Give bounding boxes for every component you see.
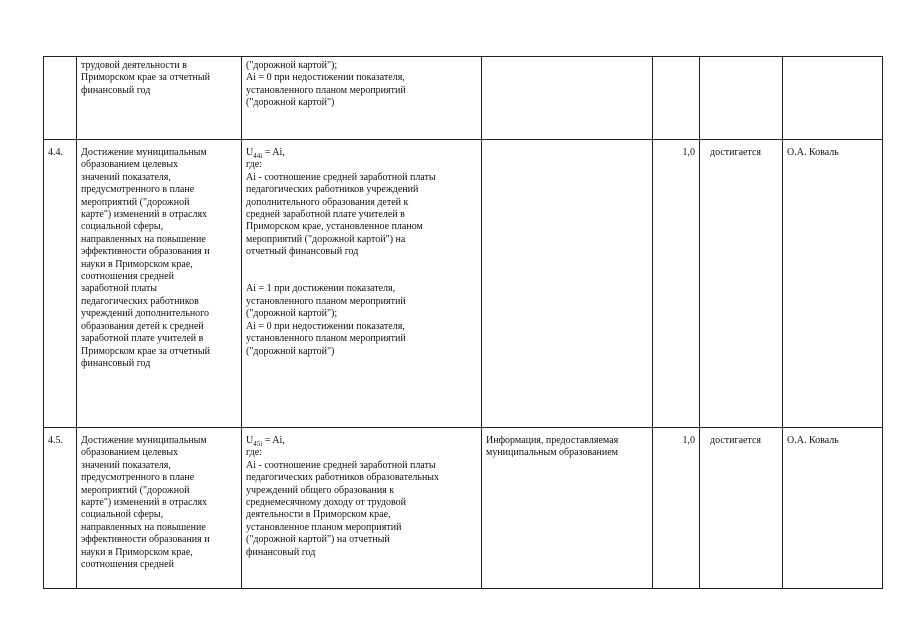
formula-tail: = Ai,: [262, 435, 285, 446]
weight-value: 1,0: [653, 140, 700, 428]
data-source: Информация, предоставляемая муниципальным образованием: [482, 428, 653, 589]
formula-cell: [242, 428, 482, 589]
formula-subscript: 44i: [253, 152, 263, 160]
formula-expression: [246, 435, 285, 446]
formula-subscript: 45i: [253, 440, 263, 448]
table-row: [44, 140, 883, 428]
weight-value: [653, 57, 700, 140]
status-value: достигается: [700, 140, 783, 428]
data-source: [482, 140, 653, 428]
row-number: [44, 57, 77, 140]
table-row: [44, 428, 883, 589]
status-value: [700, 57, 783, 140]
responsible-person: О.А. Коваль: [783, 140, 883, 428]
responsible-person: О.А. Коваль: [783, 428, 883, 589]
formula-description: где: Ai - соотношение средней заработной платы педагогических работников учреждений дополнительного образования детей к средней заработной плате учителей в Приморском крае, установленное планом мероприятий ("дорожной картой") на отчетный финансовый год Ai = 1 при достижении показателя, установленного планом мероприятий ("дорожной картой"); Ai = 0 при недостижении показателя, установленного планом мероприятий ("дорожной картой"): [246, 159, 436, 357]
responsible-person: [783, 57, 883, 140]
formula-symbol: U: [246, 435, 254, 446]
indicator-title: Достижение муниципальным образованием целевых значений показателя, предусмотренного в плане мероприятий ("дорожной карте") изменений в отраслях социальной сферы, направленных на повышение эффективности образования и науки в Приморском крае, соотношения средней заработной платы педагогических работников учреждений дополнительного образования детей к средней заработной плате учителей в Приморском крае за отчетный финансовый год: [77, 140, 242, 428]
formula-description: ("дорожной картой"); Ai = 0 при недостижении показателя, установленного планом мероприятий ("дорожной картой"): [246, 60, 406, 109]
status-value: достигается: [700, 428, 783, 589]
formula-description: где: Ai - соотношение средней заработной платы педагогических работников образовательных учреждений общего образования к среднемесячному доходу от трудовой деятельности в Приморском крае, установленное планом мероприятий ("дорожной картой") на отчетный финансовый год: [246, 447, 440, 558]
indicator-title: Достижение муниципальным образованием целевых значений показателя, предусмотренного в плане мероприятий ("дорожной карте") изменений в отраслях социальной сферы, направленных на повышение эффективности образования и науки в Приморском крае, соотношения средней: [77, 428, 242, 589]
formula-cell: [242, 140, 482, 428]
data-source: [482, 57, 653, 140]
formula-cell: [242, 57, 482, 140]
formula-expression: [246, 147, 285, 158]
row-number: 4.5.: [44, 428, 77, 589]
table-row: [44, 57, 883, 140]
formula-tail: = Ai,: [262, 147, 285, 158]
indicator-title: трудовой деятельности в Приморском крае за отчетный финансовый год: [77, 57, 242, 140]
indicators-table: [43, 56, 883, 589]
row-number: 4.4.: [44, 140, 77, 428]
weight-value: 1,0: [653, 428, 700, 589]
formula-symbol: U: [246, 147, 254, 158]
